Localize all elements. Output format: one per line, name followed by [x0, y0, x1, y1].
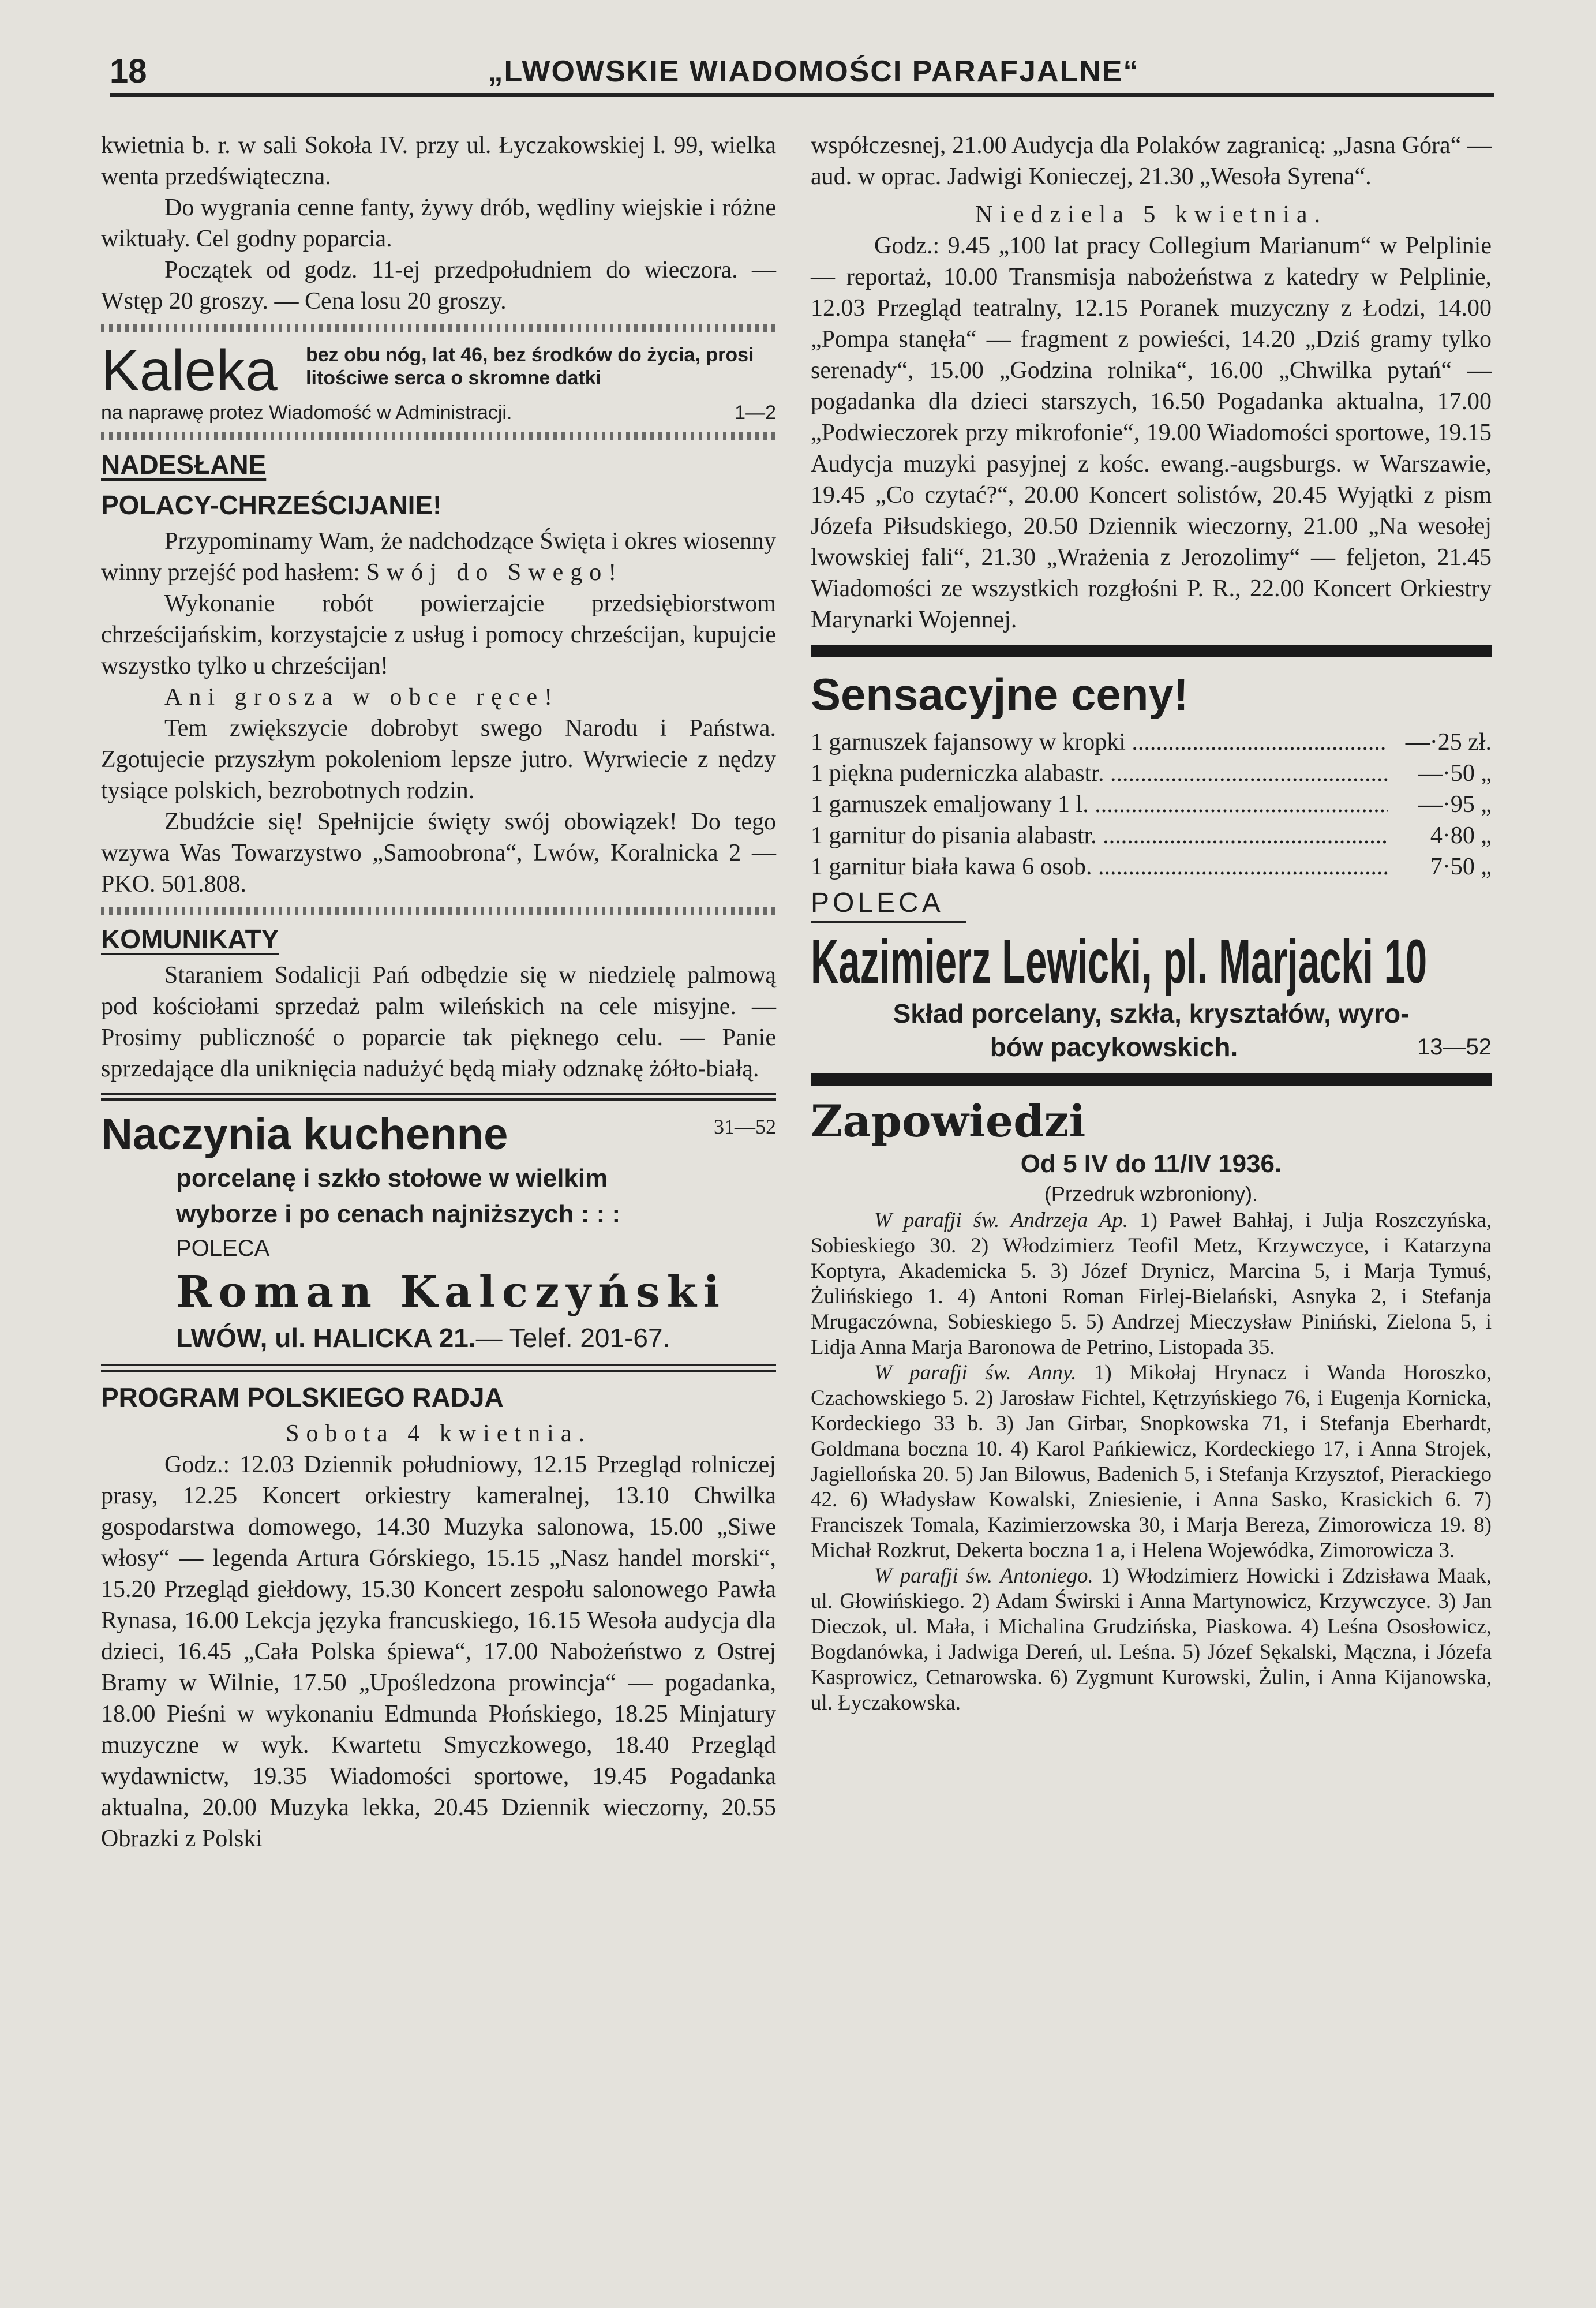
poleca-underline: [811, 921, 966, 923]
nadeslane-p2: Wykonanie robót powierzajcie przedsiębiorstwom chrześcijańskim, korzystajcie z usług i pomocy chrześcijan, kupujcie wszystko tylko u chrześcijan!: [101, 590, 776, 679]
price-item-price: 4·80 „: [1430, 822, 1492, 849]
radio-saturday-text: Godz.: 12.03 Dziennik południowy, 12.15 Przegląd rolniczej prasy, 12.25 Koncert orkiestry kameralnej, 13.10 Chwilka gospodarstwa domowego, 14.30 Muzyka salonowa, 15.00 „Siwe włosy“ — legenda Artura Górskiego, 15.15 „Nasz handel morski“, 15.20 Przegląd giełdowy, 15.30 Koncert zespołu salonowego Pawła Rynasa, 16.00 Lekcja języka francuskiego, 16.15 Wesoła audycja dla dzieci, 16.45 „Cała Polska śpiewa“, 17.00 Nabożeństwo z Ostrej Bramy w Wilnie, 17.50 „Upośledzona prowincja“ — pogadanka, 18.00 Pieśni w wykonaniu Edmunda Płońskiego, 18.25 Minjatury muzyczne w wyk. Kwartetu Smyczkowego, 18.40 Przegląd wydawnictw, 19.35 Wiadomości sportowe, 19.45 Pogadanka aktualna, 20.00 Muzyka lekka, 20.45 Dziennik wieczorny, 20.55 Obrazki z Polski: [101, 1452, 776, 1852]
komunikaty-heading: KOMUNIKATY: [101, 924, 279, 954]
radio-sunday: Niedziela 5 kwietnia.: [975, 201, 1328, 228]
left-column: [101, 130, 776, 1854]
radio-sunday-text: Godz.: 9.45 „100 lat pracy Collegium Marianum“ w Pelplinie — reportaż, 10.00 Transmisja nabożeństwa z katedry w Pelplinie, 12.03 Przegląd teatralny, 12.15 Poranek muzyczny z Łodzi, 14.00 „Pompa stanęła“ — fragment z powieści, 14.20 „Dziś gramy tylko serenady“, 15.00 „Godzina rolnika“, 16.00 „Chwilka pytań“ — pogadanka dla dzieci starszych, 16.50 Pogadanka aktualna, 17.00 „Podwieczorek przy mikrofonie“, 19.00 Wiadomości sportowe, 19.15 Audycja muzyki pasyjnej z kośc. ewang.-augsburgs. w Warszawie, 19.45 „Co czytać?“, 20.00 Koncert solistów, 20.45 Wyjątki z pism Józefa Piłsudskiego, 20.50 Dziennik wieczorny, 21.00 „Na wesołej lwowskiej fali“, 21.30 „Wrażenia z Jerozolimy“ — feljeton, 21.45 Wiadomości ze wszystkich rozgłośni P. R., 22.00 Koncert Orkiestry Marynarki Wojennej.: [811, 233, 1492, 633]
radio-heading: PROGRAM POLSKIEGO RADJA: [101, 1382, 504, 1412]
price-item-name: 1 garnitur do pisania alabastr. .....: [811, 820, 1388, 851]
intro-p1: kwietnia b. r. w sali Sokoła IV. przy ul. Łyczakowskiej l. 99, wielka wenta przedświąteczna.: [101, 132, 776, 190]
naczynia-line1: porcelanę i szkło stołowe w wielkim: [176, 1164, 608, 1192]
ornament-divider: [101, 907, 776, 915]
nadeslane-heading: NADESŁANE: [101, 450, 267, 480]
zap-dates: Od 5 IV do 11/IV 1936.: [1020, 1150, 1282, 1178]
naczynia-title: Naczynia kuchenne: [101, 1110, 508, 1159]
kaleka-bottom-text: na naprawę protez Wiadomość w Administracji.: [101, 402, 512, 424]
price-item-name: 1 garnuszek emaljowany 1 l. .....: [811, 789, 1388, 820]
intro-p2: Do wygrania cenne fanty, żywy drób, wędliny wiejskie i różne wiktuały. Cel godny poparcia.: [101, 194, 776, 252]
sens-poleca: POLECA: [811, 888, 944, 918]
nadeslane-p5: Zbudźcie się! Spełnijcie święty swój obowiązek! Do tego wzywa Was Towarzystwo „Samoobrona“, Lwów, Koralnicka 2 — PKO. 501.808.: [101, 809, 776, 897]
nadeslane-p4: Tem zwiększycie dobrobyt swego Narodu i Państwa. Zgotujecie przyszłym pokoleniom lepsze jutro. Wyrwiecie z nędzy tysiące polskich, bezrobotnych rodzin.: [101, 715, 776, 804]
ad-rule-bottom: [101, 1364, 776, 1372]
kaleka-notice: [101, 339, 776, 425]
naczynia-tel: — Telef. 201-67.: [475, 1323, 670, 1353]
sens-rule-top: [811, 645, 1492, 657]
parish-anna: W parafji św. Anny.: [874, 1361, 1077, 1385]
lewicki-sub1: Skład porcelany, szkła, kryształów, wyro-: [893, 998, 1410, 1028]
sens-title: Sensacyjne ceny!: [811, 669, 1189, 720]
nadeslane-p1-slogan: Swój do Swego!: [366, 559, 624, 586]
price-row: [811, 758, 1492, 789]
price-item-price: 7·50 „: [1430, 854, 1492, 880]
price-row: [811, 789, 1492, 820]
kaleka-title: Kaleka: [101, 338, 278, 403]
ornament-divider: [101, 324, 776, 332]
zap-antoni: [811, 1563, 1492, 1716]
price-row: [811, 820, 1492, 851]
lewicki-sub2: bów pacykowskich.: [990, 1032, 1238, 1062]
header-rule: [110, 93, 1494, 97]
kaleka-text: bez obu nóg, lat 46, bez środków do życia, prosi litościwe serca o skromne datki: [306, 344, 754, 389]
komunikaty-text: Staraniem Sodalicji Pań odbędzie się w niedzielę palmową pod kościołami sprzedaż palm wileńskich na cele misyjne. — Prosimy publiczność o poparcie tak pięknego celu. — Panie sprzedające dla uniknięcia nadużyć będą miały odznakę żółto-białą.: [101, 962, 776, 1082]
lewicki-sub2-row: [811, 1030, 1492, 1064]
zap-andrzej: [811, 1208, 1492, 1360]
nadeslane-p1-text: Przypominamy Wam, że nadchodzące Święta i okres wiosenny winny przejść pod hasłem:: [101, 528, 776, 586]
naczynia-street: LWÓW, ul. HALICKA 21.: [176, 1323, 476, 1353]
nadeslane-p1: [101, 526, 776, 588]
zap-title: Zapowiedzi: [811, 1095, 1086, 1147]
naczynia-address: [101, 1320, 776, 1356]
kaleka-bottom: [101, 401, 776, 424]
zap-andrzej-text: 1) Paweł Bahłaj, i Julja Roszczyńska, Sobieskiego 30. 2) Włodzimierz Teofil Metz, Krzywczyce, i Katarzyna Koptyra, Akademicka 5. 3) Józef Drynicz, Marcina 5, i Marja Tymuś, Żulińskiego 1. 4) Antoni Roman Firlej-Bielański, Asnyka 2, i Stefanja Mrugaczówna, Sobieskiego 5. 5) Andrzej Mieczysław Piniński, Zielona 5, i Lidja Anna Marja Baronowa de Petrino, Listopada 35.: [811, 1209, 1492, 1359]
price-item-name: 1 garnuszek fajansowy w kropki .....: [811, 727, 1388, 758]
lewicki-num: 13—52: [1417, 1034, 1492, 1060]
radio-saturday: Sobota 4 kwietnia.: [286, 1420, 591, 1447]
radio-continued: współczesnej, 21.00 Audycja dla Polaków zagranicą: „Jasna Góra“ — aud. w oprac. Jadwigi Konieczej, 21.30 „Wesoła Syrena“.: [811, 132, 1492, 190]
ornament-divider: [101, 432, 776, 440]
price-row: [811, 851, 1492, 882]
parish-andrzej: W parafji św. Andrzeja Ap.: [874, 1209, 1128, 1232]
page-header: [110, 52, 1494, 98]
price-row: [811, 727, 1492, 758]
page-number: 18: [110, 53, 147, 90]
nadeslane-p3: Ani grosza w obce ręce!: [164, 684, 560, 710]
parish-antoni: W parafji św. Antoniego.: [874, 1564, 1093, 1588]
right-column: [811, 130, 1492, 1716]
sensacyjne-ad: [811, 667, 1492, 1064]
kaleka-num: 1—2: [735, 402, 776, 424]
ad-rule-top: [101, 1093, 776, 1101]
newspaper-title: „LWOWSKIE WIADOMOŚCI PARAFJALNE“: [488, 55, 1140, 88]
price-item-name: 1 garnitur biała kawa 6 osob. .....: [811, 851, 1388, 882]
price-item-price: —·50 „: [1418, 760, 1492, 787]
zap-note: (Przedruk wzbroniony).: [1044, 1182, 1258, 1206]
price-item-name: 1 piękna puderniczka alabastr. .....: [811, 758, 1388, 789]
zap-antoni-text: 1) Włodzimierz Howicki i Zdzisława Maak, ul. Głowińskiego. 2) Adam Świrski i Anna Martynowicz, Krzywczyce. 3) Jan Dieczok, ul. Mała, i Michalina Grudzińska, Piaskowa. 4) Leśna Ososłowicz, Bogdanówka, i Jadwiga Dereń, ul. Leśna. 5) Józef Sękalski, Mączna, i Józefa Kasprowicz, Cetnarowska. 6) Zygmunt Kurowski, Żulin, i Anna Kijanowska, ul. Łyczakowska.: [811, 1564, 1492, 1715]
naczynia-line2: wyborze i po cenach najniższych : : :: [176, 1200, 621, 1228]
polacy-heading: POLACY-CHRZEŚCIJANIE!: [101, 490, 442, 520]
naczynia-ad: [101, 1109, 776, 1356]
lewicki-name: Kazimierz Lewicki, pl. Marjacki 10: [811, 926, 1428, 996]
zapowiedzi-section: [811, 1095, 1492, 1716]
sens-rule-bottom: [811, 1073, 1492, 1086]
price-item-price: —·25 zł.: [1405, 729, 1492, 755]
naczynia-poleca: POLECA: [176, 1236, 270, 1261]
price-item-price: —·95 „: [1418, 791, 1492, 818]
naczynia-num: 31—52: [714, 1115, 776, 1138]
naczynia-merchant: Roman Kalczyński: [176, 1267, 726, 1317]
intro-p3: Początek od godz. 11-ej przedpołudniem do wieczora. — Wstęp 20 groszy. — Cena losu 20 groszy.: [101, 257, 776, 315]
zap-anna-text: 1) Mikołaj Hrynacz i Wanda Horoszko, Czachowskiego 5. 2) Jarosław Fichtel, Kętrzyńskiego 76, i Eugenja Kornicka, Kordeckiego 33 b. 3) Jan Girbar, Snopkowska 71, i Stefanja Eberhardt, Goldmana boczna 10. 4) Karol Pańkiewicz, Kordeckiego 17, i Anna Strojek, Jagiellońska 20. 5) Jan Bilowus, Badenich 5, i Stefanja Krzysztof, Pierackiego 42. 6) Władysław Kowalski, Zniesienie, i Anna Sasko, Krasickich 6. 7) Franciszek Tomala, Kazimierzowska 30, i Marja Bereza, Zimorowicza 19. 8) Michał Rozkrut, Dekerta boczna 1 a, i Helena Wojewódka, Zimorowicza 3.: [811, 1361, 1492, 1562]
zap-anna: [811, 1360, 1492, 1563]
